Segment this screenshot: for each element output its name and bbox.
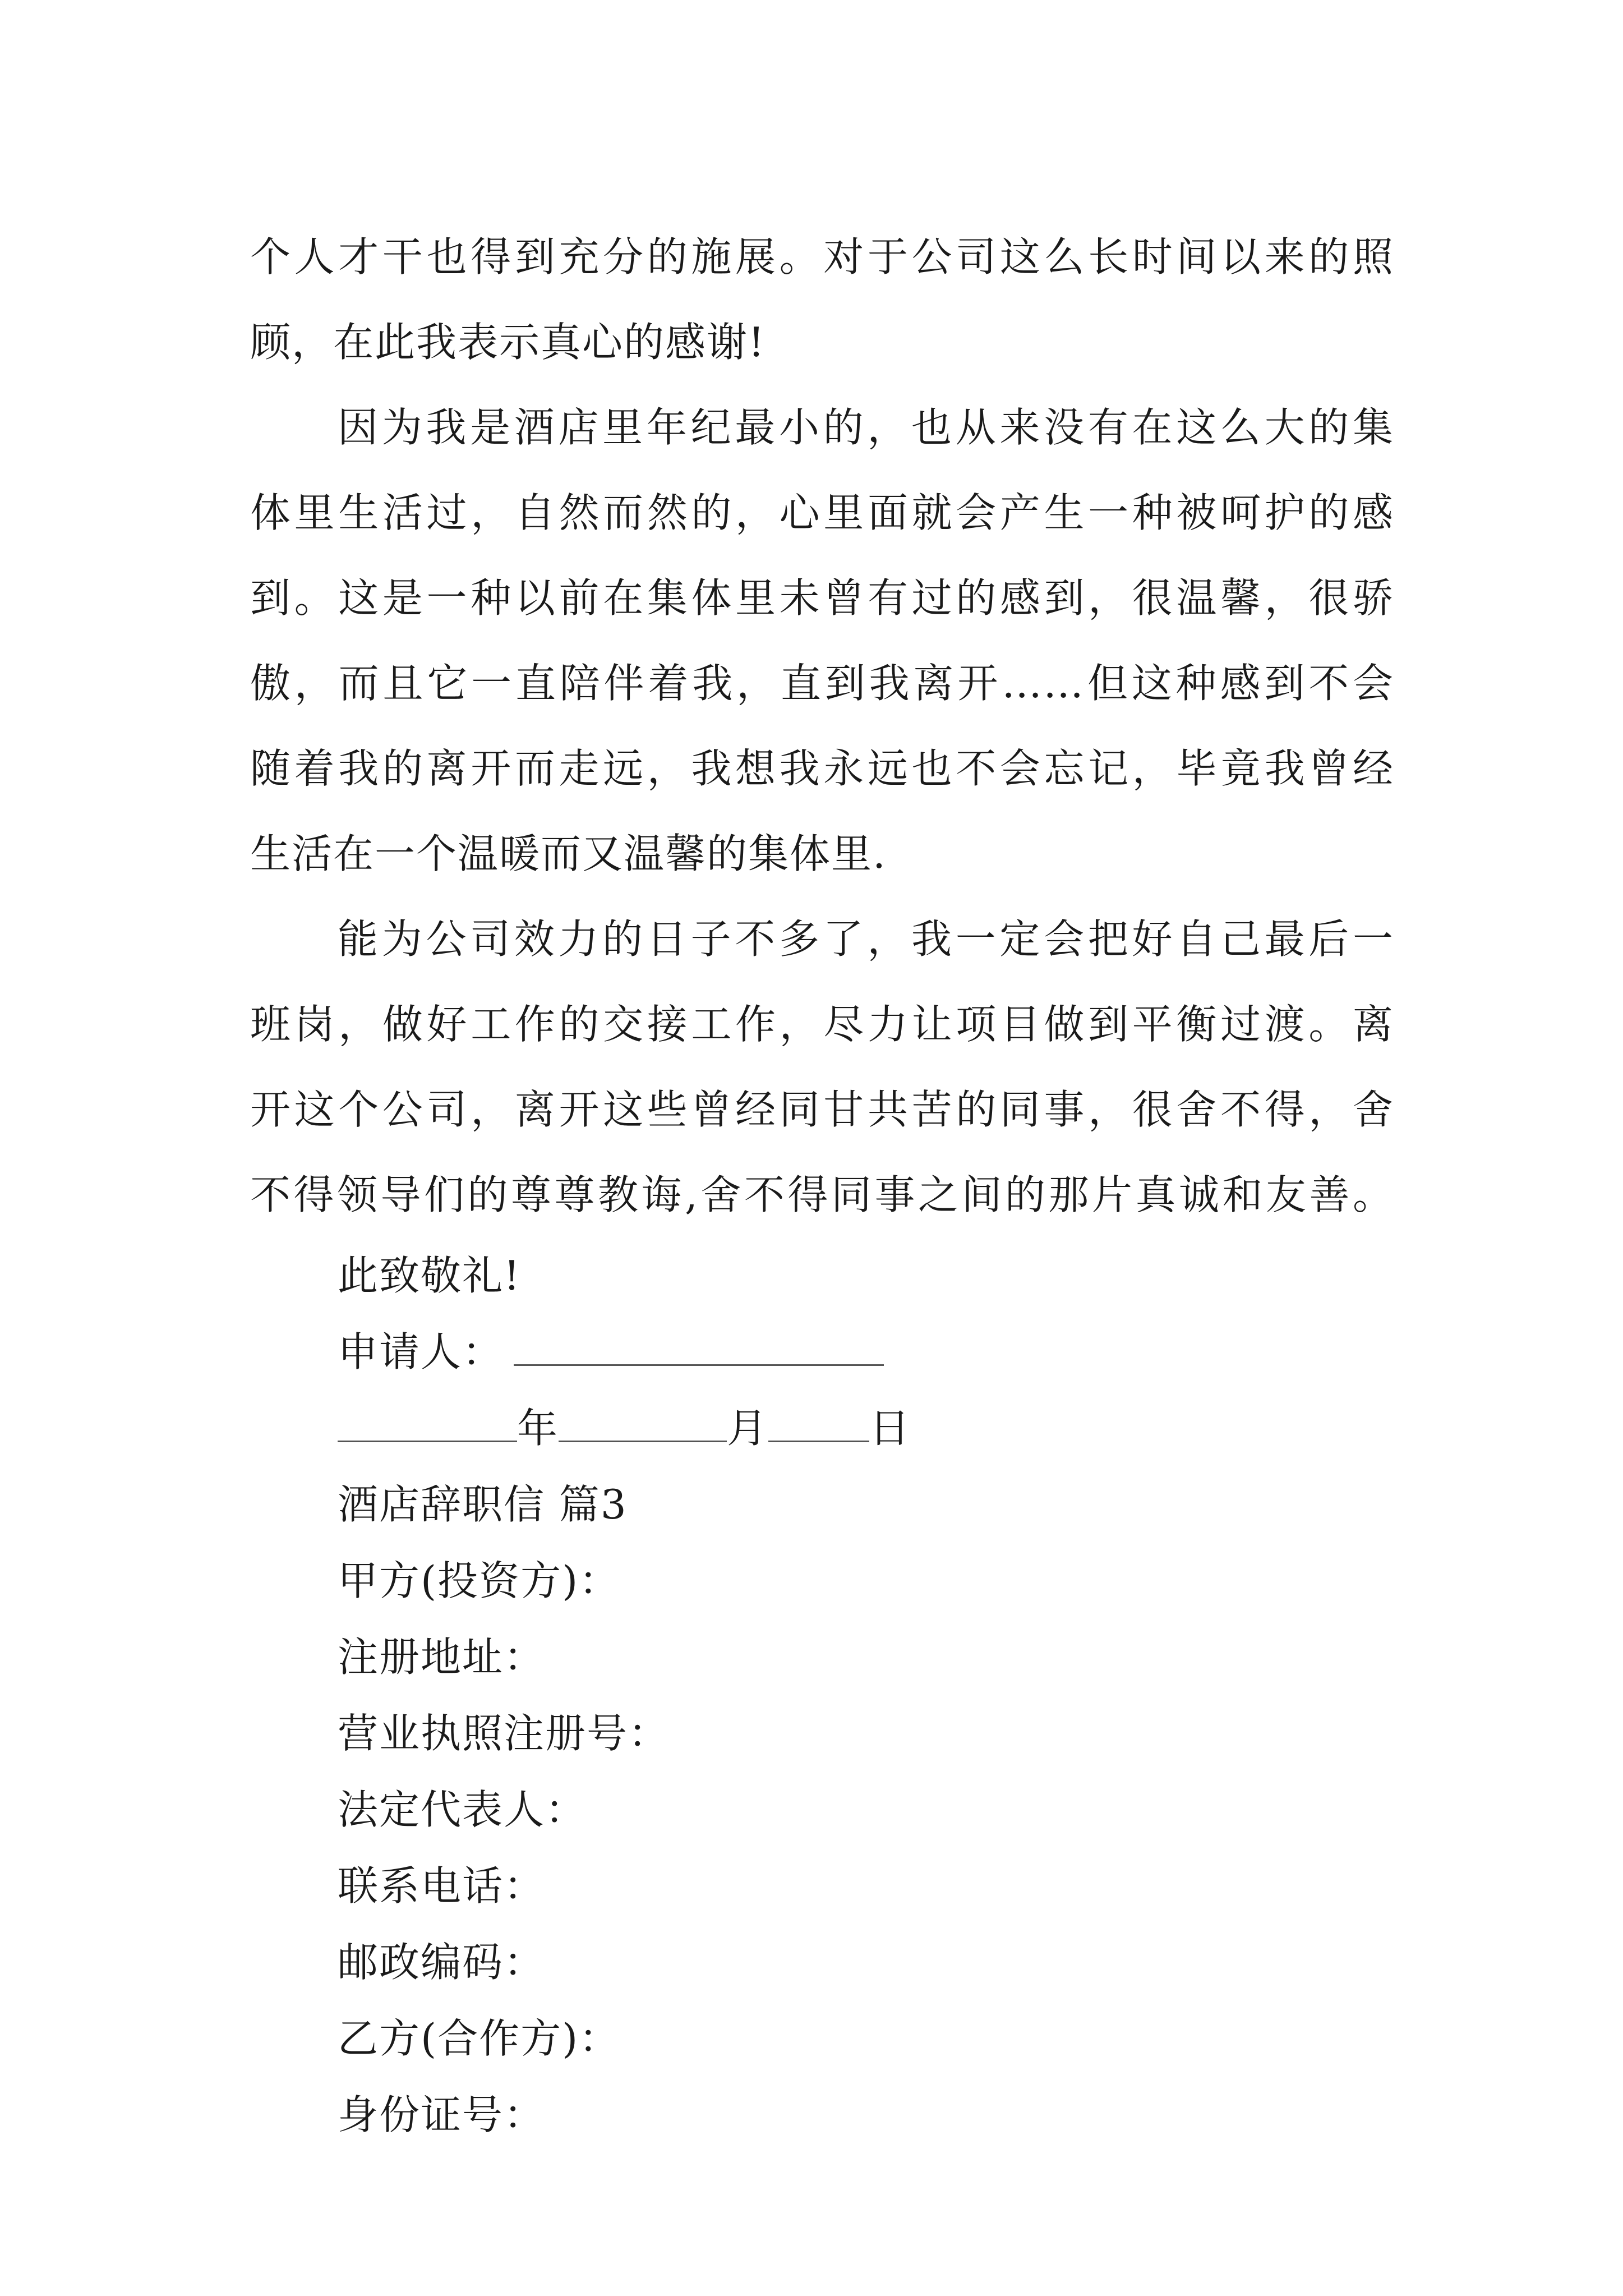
date-line [250,1390,1394,1466]
form-field-label: 身份证号： [338,2091,546,2138]
paragraph-line: 能为公司效力的日子不多了，我一定会把好自己最后一 [338,915,1394,963]
form-field-label: 乙方(合作方)： [338,2015,621,2062]
paragraph-line: 开这个公司，离开这些曾经同甘共苦的同事，很舍不得，舍 [250,1086,1394,1133]
day-blank [768,1406,869,1442]
section-title: 酒店辞职信 篇3 [338,1481,628,1528]
applicant-line [250,1314,1394,1390]
paragraph-line: 因为我是酒店里年纪最小的，也从来没有在这么大的集 [338,404,1394,451]
year-label: 年 [517,1405,559,1452]
paragraph-line: 个人才干也得到充分的施展。对于公司这么长时间以来的照 [250,233,1394,280]
document-body [250,214,1394,2153]
month-blank [559,1406,727,1442]
closing-salutation: 此致敬礼! [338,1252,521,1299]
form-field-label: 甲方(投资方)： [338,1557,621,1604]
paragraph-line: 不得领导们的尊尊教诲,舍不得同事之间的那片真诚和友善。 [250,1171,1394,1218]
month-label: 月 [727,1405,769,1452]
form-field-label: 联系电话： [338,1862,546,1910]
applicant-label: 申请人： [338,1328,504,1375]
form-field-label: 邮政编码： [338,1939,546,1986]
paragraph-line: 生活在一个温暖而又温馨的集体里. [250,830,887,877]
paragraph-line: 到。这是一种以前在集体里未曾有过的感到，很温馨，很骄 [250,574,1394,622]
paragraph-line: 随着我的离开而走远，我想我永远也不会忘记，毕竟我曾经 [250,745,1394,792]
form-field-label: 法定代表人： [338,1786,587,1833]
paragraph-line: 体里生活过，自然而然的，心里面就会产生一种被呵护的感 [250,489,1394,536]
form-field-label: 注册地址： [338,1634,546,1681]
applicant-blank [514,1329,884,1366]
paragraph-line: 顾，在此我表示真心的感谢! [250,319,766,366]
year-blank [338,1406,517,1442]
day-label: 日 [869,1405,911,1452]
paragraph-line: 班岗，做好工作的交接工作，尽力让项目做到平衡过渡。离 [250,1001,1394,1048]
form-field-label: 营业执照注册号： [338,1710,670,1757]
paragraph-line: 傲，而且它一直陪伴着我，直到我离开……但这种感到不会 [250,660,1394,707]
